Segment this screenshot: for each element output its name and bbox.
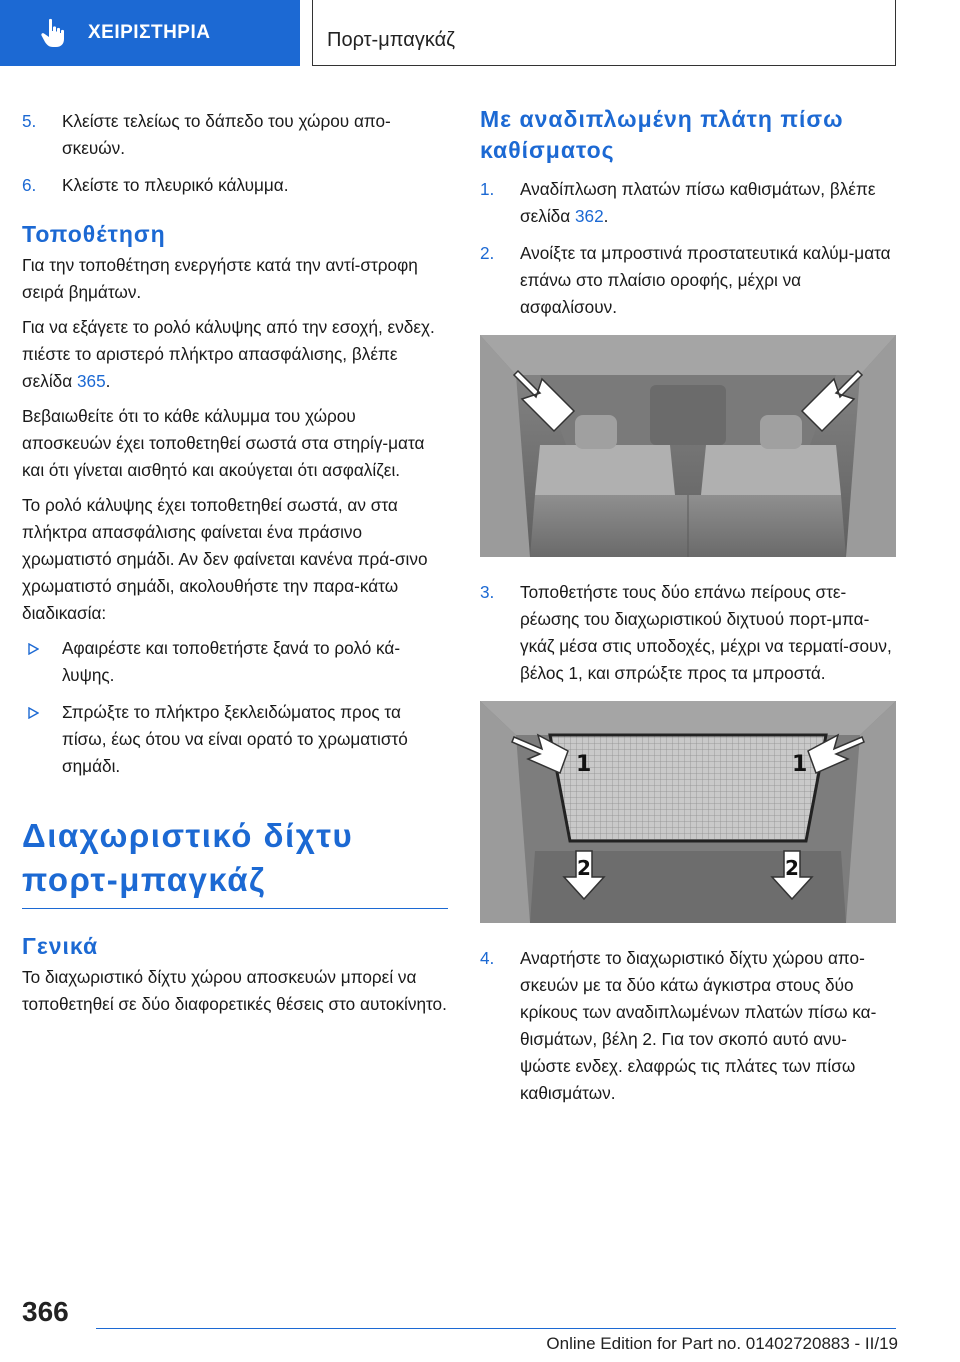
trunk-illustration-2: [480, 701, 896, 923]
paragraph: Το διαχωριστικό δίχτυ χώρου αποσκευών μπορεί να τοποθετηθεί σε δύο διαφορετικές θέσεις στο αυτοκίνητο.: [22, 967, 447, 1014]
chapter-tab[interactable]: [0, 0, 300, 66]
step-number: 1.: [480, 179, 495, 199]
paragraph-end: .: [105, 371, 111, 391]
step-number: 2.: [480, 243, 495, 263]
page-header: [0, 0, 960, 68]
step-number: 4.: [480, 948, 495, 968]
step-number: 6.: [22, 175, 37, 195]
step-end: .: [603, 206, 609, 226]
step-text: Τοποθετήστε τους δύο επάνω πείρους στε-ρέωσης του διαχωριστικού διχτυού πορτ-μπα-γκάζ μέσα στις υποδοχές, μέχρι να τερματί-σουν, βέλος 1, και σπρώξτε προς τα μπροστά.: [520, 582, 892, 683]
triangle-bullet-icon: [28, 643, 39, 655]
section-header: [312, 0, 896, 66]
bullet-text: Αφαιρέστε και τοποθετήστε ξανά το ρολό κά-λυψης.: [62, 638, 401, 685]
page-number: 366: [22, 1296, 69, 1327]
triangle-bullet-icon: [28, 707, 39, 719]
label-1-left: 1: [576, 752, 592, 777]
label-1-right: 1: [792, 752, 808, 777]
step-text: Αναρτήστε το διαχωριστικό δίχτυ χώρου απο-σκευών με τα δύο κάτω άγκιστρα στους δύο κρίκους των αναδιπλωμένων πλατών πίσω κα-θισμάτων, βέλη 2. Για τον σκοπό αυτό ανυ-ψώστε ενδεχ. ελαφρώς τις πλάτες των πίσω καθισμάτων.: [520, 948, 877, 1103]
section-title: Πορτ-μπαγκάζ: [327, 29, 455, 51]
bullet-item: [22, 635, 448, 689]
paragraph: Το ρολό κάλυψης έχει τοποθετηθεί σωστά, αν στα πλήκτρα απασφάλισης φαίνεται ένα πράσινο χρωματιστό σημάδι. Αν δεν φαίνεται κανένα πρά-σινο χρωματιστό σημάδι, ακολουθήστε την παρα-κάτω διαδικασία:: [22, 495, 428, 623]
pointing-hand-icon: [40, 18, 66, 48]
label-2-right: 2: [785, 856, 799, 880]
heading-install: Τοποθέτηση: [22, 221, 166, 247]
edition-footer: Online Edition for Part no. 01402720883 - II/19: [546, 1334, 898, 1353]
paragraph: Για την τοποθέτηση ενεργήστε κατά την αντί-στροφη σειρά βημάτων.: [22, 255, 418, 302]
bullet-item: [22, 699, 448, 780]
step-text: Αναδίπλωση πλατών πίσω καθισμάτων, βλέπε σελίδα: [520, 179, 876, 226]
figure-roof-covers: [480, 335, 896, 557]
step-item: [22, 172, 448, 199]
section-title-luggage-net: Διαχωριστικό δίχτυ πορτ-μπαγκάζ: [22, 814, 448, 909]
footer-divider: [96, 1328, 896, 1329]
step-number: 5.: [22, 111, 37, 131]
paragraph-with-link: [22, 314, 448, 395]
trunk-illustration-1: [480, 335, 896, 557]
label-2-left: 2: [577, 856, 591, 880]
bullet-text: Σπρώξτε το πλήκτρο ξεκλειδώματος προς τα πίσω, έως ότου να είναι ορατό το χρωματιστό σημάδι.: [62, 702, 408, 776]
step-item: [480, 176, 896, 230]
step-text: Κλείστε τελείως το δάπεδο του χώρου απο-σκευών.: [62, 111, 391, 158]
chapter-tab-label: ΧΕΙΡΙΣΤΗΡΙΑ: [88, 22, 211, 43]
page-link-365[interactable]: 365: [76, 371, 106, 391]
step-text: Ανοίξτε τα μπροστινά προστατευτικά καλύμ-ματα επάνω στο πλαίσιο οροφής, μέχρι να ασφαλίσουν.: [520, 243, 891, 317]
paragraph: Βεβαιωθείτε ότι το κάθε κάλυμμα του χώρου αποσκευών έχει τοποθετηθεί σωστά στα στηρίγ-ματα και ότι γίνεται αισθητό και ακούγεται ότι ασφαλίζει.: [22, 406, 425, 480]
step-text: Κλείστε το πλευρικό κάλυμμα.: [62, 175, 289, 195]
figure-net-install: [480, 701, 896, 923]
step-item: [480, 579, 896, 687]
step-item: [480, 945, 896, 1107]
left-column: [22, 108, 448, 1026]
step-item: [22, 108, 448, 162]
heading-general: Γενικά: [22, 933, 99, 959]
paragraph-text: Για να εξάγετε το ρολό κάλυψης από την εσοχή, ενδεχ. πιέστε το αριστερό πλήκτρο απασφάλισης, βλέπε σελίδα: [22, 317, 435, 391]
heading-folded-seat: Με αναδιπλωμένη πλάτη πίσω καθίσματος: [480, 106, 844, 163]
page-link-362[interactable]: 362: [574, 206, 604, 226]
right-column: [480, 104, 896, 1117]
step-item: [480, 240, 896, 321]
step-number: 3.: [480, 582, 495, 602]
